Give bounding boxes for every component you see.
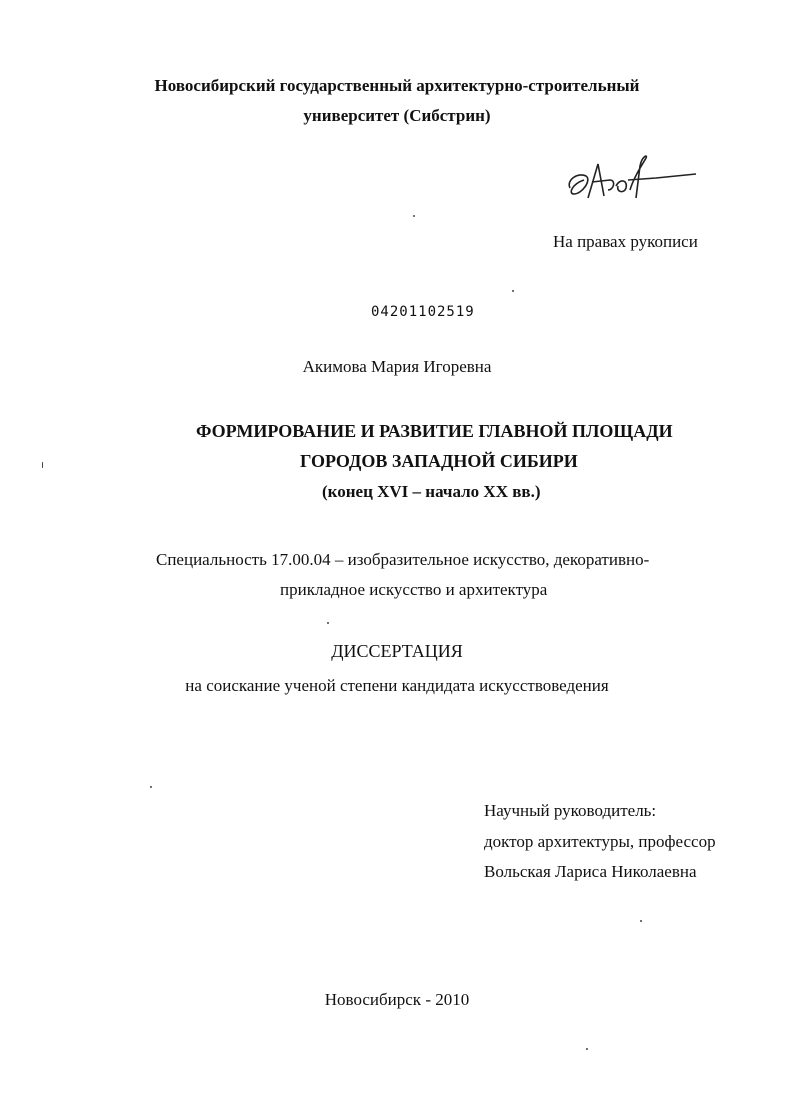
author-name: Акимова Мария Игоревна <box>302 357 492 376</box>
university-name-line1: Новосибирский государственный архитектурно-строительный <box>154 76 640 95</box>
university-name-line2: университет (Сибстрин) <box>303 106 491 125</box>
manuscript-note: На правах рукописи <box>553 232 698 251</box>
work-type-heading: ДИССЕРТАЦИЯ <box>331 641 463 661</box>
specialty-line2: прикладное искусство и архитектура <box>280 580 548 599</box>
scan-speck <box>42 462 43 468</box>
specialty-line1: Специальность 17.00.04 – изобразительное искусство, декоративно- <box>156 550 650 569</box>
scan-speck <box>640 920 642 922</box>
supervisor-degree: доктор архитектуры, профессор <box>484 832 716 851</box>
city-year: Новосибирск - 2010 <box>324 990 470 1009</box>
registration-number: 04201102519 <box>371 304 475 320</box>
dissertation-title-line1: ФОРМИРОВАНИЕ И РАЗВИТИЕ ГЛАВНОЙ ПЛОЩАДИ <box>196 421 673 441</box>
supervisor-name: Вольская Лариса Николаевна <box>484 862 697 881</box>
dissertation-title-period: (конец XVI – начало XX вв.) <box>322 482 541 501</box>
work-type-subtitle: на соискание ученой степени кандидата искусствоведения <box>185 676 609 695</box>
scan-speck <box>413 215 415 217</box>
supervisor-label: Научный руководитель: <box>484 801 657 820</box>
dissertation-title-line2: ГОРОДОВ ЗАПАДНОЙ СИБИРИ <box>300 451 578 471</box>
scan-speck <box>150 786 152 788</box>
handwritten-signature <box>564 150 704 210</box>
scan-speck <box>512 290 514 292</box>
scan-speck <box>327 622 329 624</box>
scan-speck <box>586 1048 588 1050</box>
